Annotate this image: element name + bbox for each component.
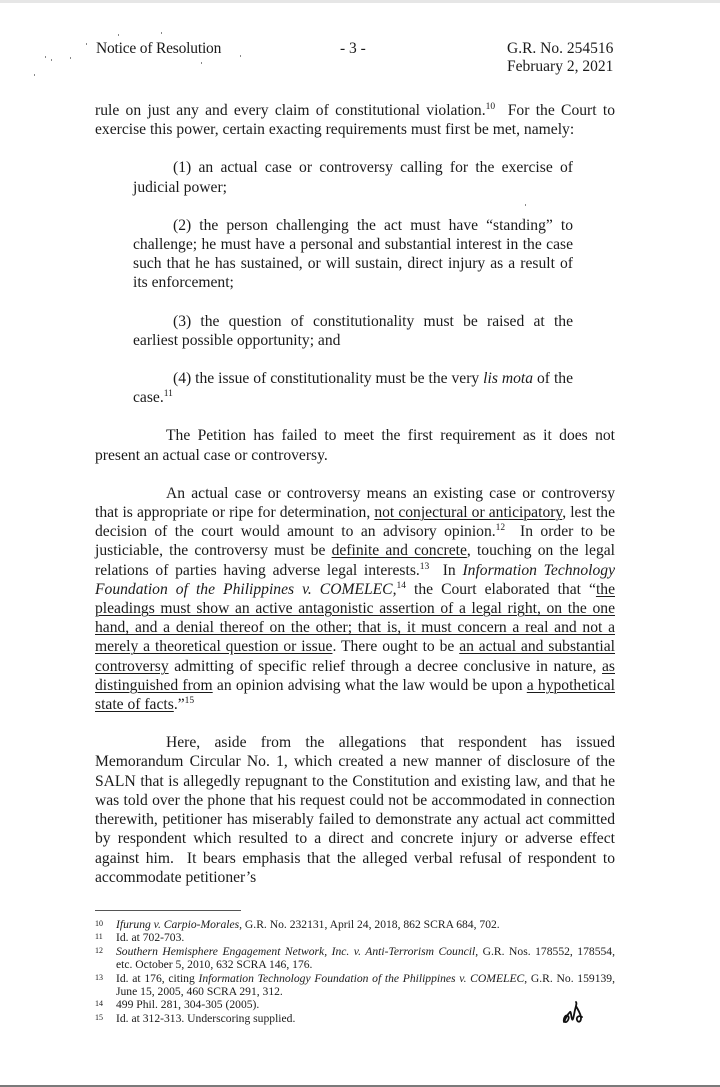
requirement-2: (2) the person challenging the act must have “standing” to challenge; he must have a personal and substantial interest in the case such that he has sustained, or will sustain, direct injury as a result of its enforcement; [133, 216, 573, 292]
underlined-phrase: definite and concrete [331, 542, 467, 560]
header-document-type: Notice of Resolution [96, 40, 222, 57]
footnote-number: 15 [95, 1012, 103, 1022]
paragraph-actual-case [95, 484, 619, 714]
requirement-4-text-end: of the case. [133, 370, 573, 407]
footnote-ref-10[interactable]: 10 [485, 102, 496, 112]
text: . There ought to be [332, 638, 460, 656]
footnote-separator [95, 910, 241, 911]
paragraph-here: Here, aside from the allegations that respondent has issued Memorandum Circular No. 1, which created a new manner of disclosure of the SALN that is allegedly repugnant to the Constitution and existing law, and that he was told over the phone that his request could not be accommodated in connection therewith, petitioner has miserably failed to demonstrate any actual act committed by respondent which resulted to a direct and concrete injury or adverse effect against him. It bears emphasis that the alleged verbal refusal of respondent to accommodate petitioner’s [95, 734, 619, 886]
footnote-13 [95, 972, 615, 999]
footnote-citation: G.R. No. 232131, April 24, 2018, 862 SCRA 684, 702. [242, 918, 500, 931]
footnote-citation: , G.R. No. 159139, June 15, 2005, 460 SCRA 291, 312. [116, 971, 615, 999]
footnote-citation: , G.R. Nos. 178552, 178554, etc. October 5, 2010, 632 SCRA 146, 176. [116, 944, 615, 972]
text: , lest the decision of the court would amount to an advisory opinion. [95, 504, 615, 541]
text: In [429, 561, 463, 579]
footnote-ref-14[interactable]: 14 [396, 580, 406, 591]
case-citation-italic: Information Technology Foundation of the Philippines v. COMELEC, [95, 561, 615, 598]
underlined-phrase: not conjectural or anticipatory [374, 504, 563, 522]
footnote-number: 14 [95, 999, 103, 1009]
paragraph-failed-requirement: The Petition has failed to meet the first requirement as it does not present an actual case or controversy. [95, 427, 615, 464]
text: an opinion advising what the law would be upon [212, 676, 527, 694]
footnote-case-name: Information Technology Foundation of the Philippines v. COMELEC [198, 971, 525, 985]
footnote-text [116, 945, 615, 972]
footnote-prefix: Id. at 176, citing [116, 971, 199, 985]
footnote-ref-13[interactable]: 13 [419, 561, 430, 572]
handwritten-initials-icon [561, 1000, 585, 1026]
requirement-4-text: (4) the issue of constitutionality must be the very [173, 370, 484, 388]
document-body [95, 101, 619, 887]
page-number: - 3 - [340, 40, 366, 57]
footnote-case-name: Southern Hemisphere Engagement Network, Inc. v. Anti-Terrorism Council [116, 944, 476, 958]
underlined-phrase: an actual and substantial controversy [95, 638, 616, 675]
intro-text: rule on just any and every claim of constitutional violation. [95, 102, 486, 119]
footnote-text [116, 918, 615, 931]
footnote-14 [95, 998, 615, 1011]
text: An actual case or controversy means an existing case or controversy that is appropriate or ripe for determination, [95, 484, 615, 522]
intro-text-cont: For the Court to exercise this power, certain exacting requirements must first be met, namely: [95, 102, 619, 139]
paragraph-intro [95, 101, 619, 139]
requirement-4 [133, 369, 573, 407]
text: In order to be justiciable, the controversy must be [95, 523, 619, 560]
footnote-ref-15[interactable]: 15 [184, 696, 195, 707]
text: admitting of specific relief through a decree conclusive in nature, [168, 657, 602, 675]
footnote-number: 10 [95, 919, 103, 928]
footnote-number: 13 [95, 972, 103, 982]
header-case-info [507, 40, 613, 76]
footnote-number: 12 [95, 945, 103, 955]
case-number: G.R. No. 254516 [507, 40, 614, 57]
footnote-10 [95, 918, 615, 931]
text: .” [173, 696, 185, 714]
footnote-11 [95, 931, 615, 944]
footnote-text: 499 Phil. 281, 304-305 (2005). [116, 998, 260, 1012]
resolution-date: February 2, 2021 [507, 58, 614, 75]
footnote-case-name: Ifurung v. Carpio-Morales, [116, 918, 243, 931]
text: , touching on the legal relations of parties having adverse legal interests. [95, 542, 615, 579]
underlined-phrase: a hypothetical state of facts [95, 676, 615, 714]
requirement-4-italic: lis mota [483, 370, 534, 388]
text: the Court elaborated that “ [405, 580, 596, 598]
underlined-phrase: as distinguished from [95, 657, 615, 694]
footnote-15 [95, 1012, 615, 1025]
footnote-text: Id. at 312-313. Underscoring supplied. [116, 1011, 296, 1025]
footnote-text: Id. at 702-703. [116, 931, 185, 945]
footnote-text [116, 972, 615, 999]
footnote-ref-12[interactable]: 12 [495, 523, 506, 534]
footnote-ref-11[interactable]: 11 [163, 389, 173, 400]
underlined-phrase: the pleadings must show an active antagonistic assertion of a legal right, on the one hand, and a denial thereof on the other; that is, it must concern a real and not a merely a theoretical question or issue [95, 580, 615, 656]
footnote-number: 11 [95, 932, 103, 942]
footnote-12 [95, 945, 615, 972]
footnotes [95, 918, 615, 1025]
requirement-3: (3) the question of constitutionality must be raised at the earliest possible opportunity; and [133, 312, 573, 349]
requirement-1: (1) an actual case or controversy calling for the exercise of judicial power; [133, 159, 573, 196]
